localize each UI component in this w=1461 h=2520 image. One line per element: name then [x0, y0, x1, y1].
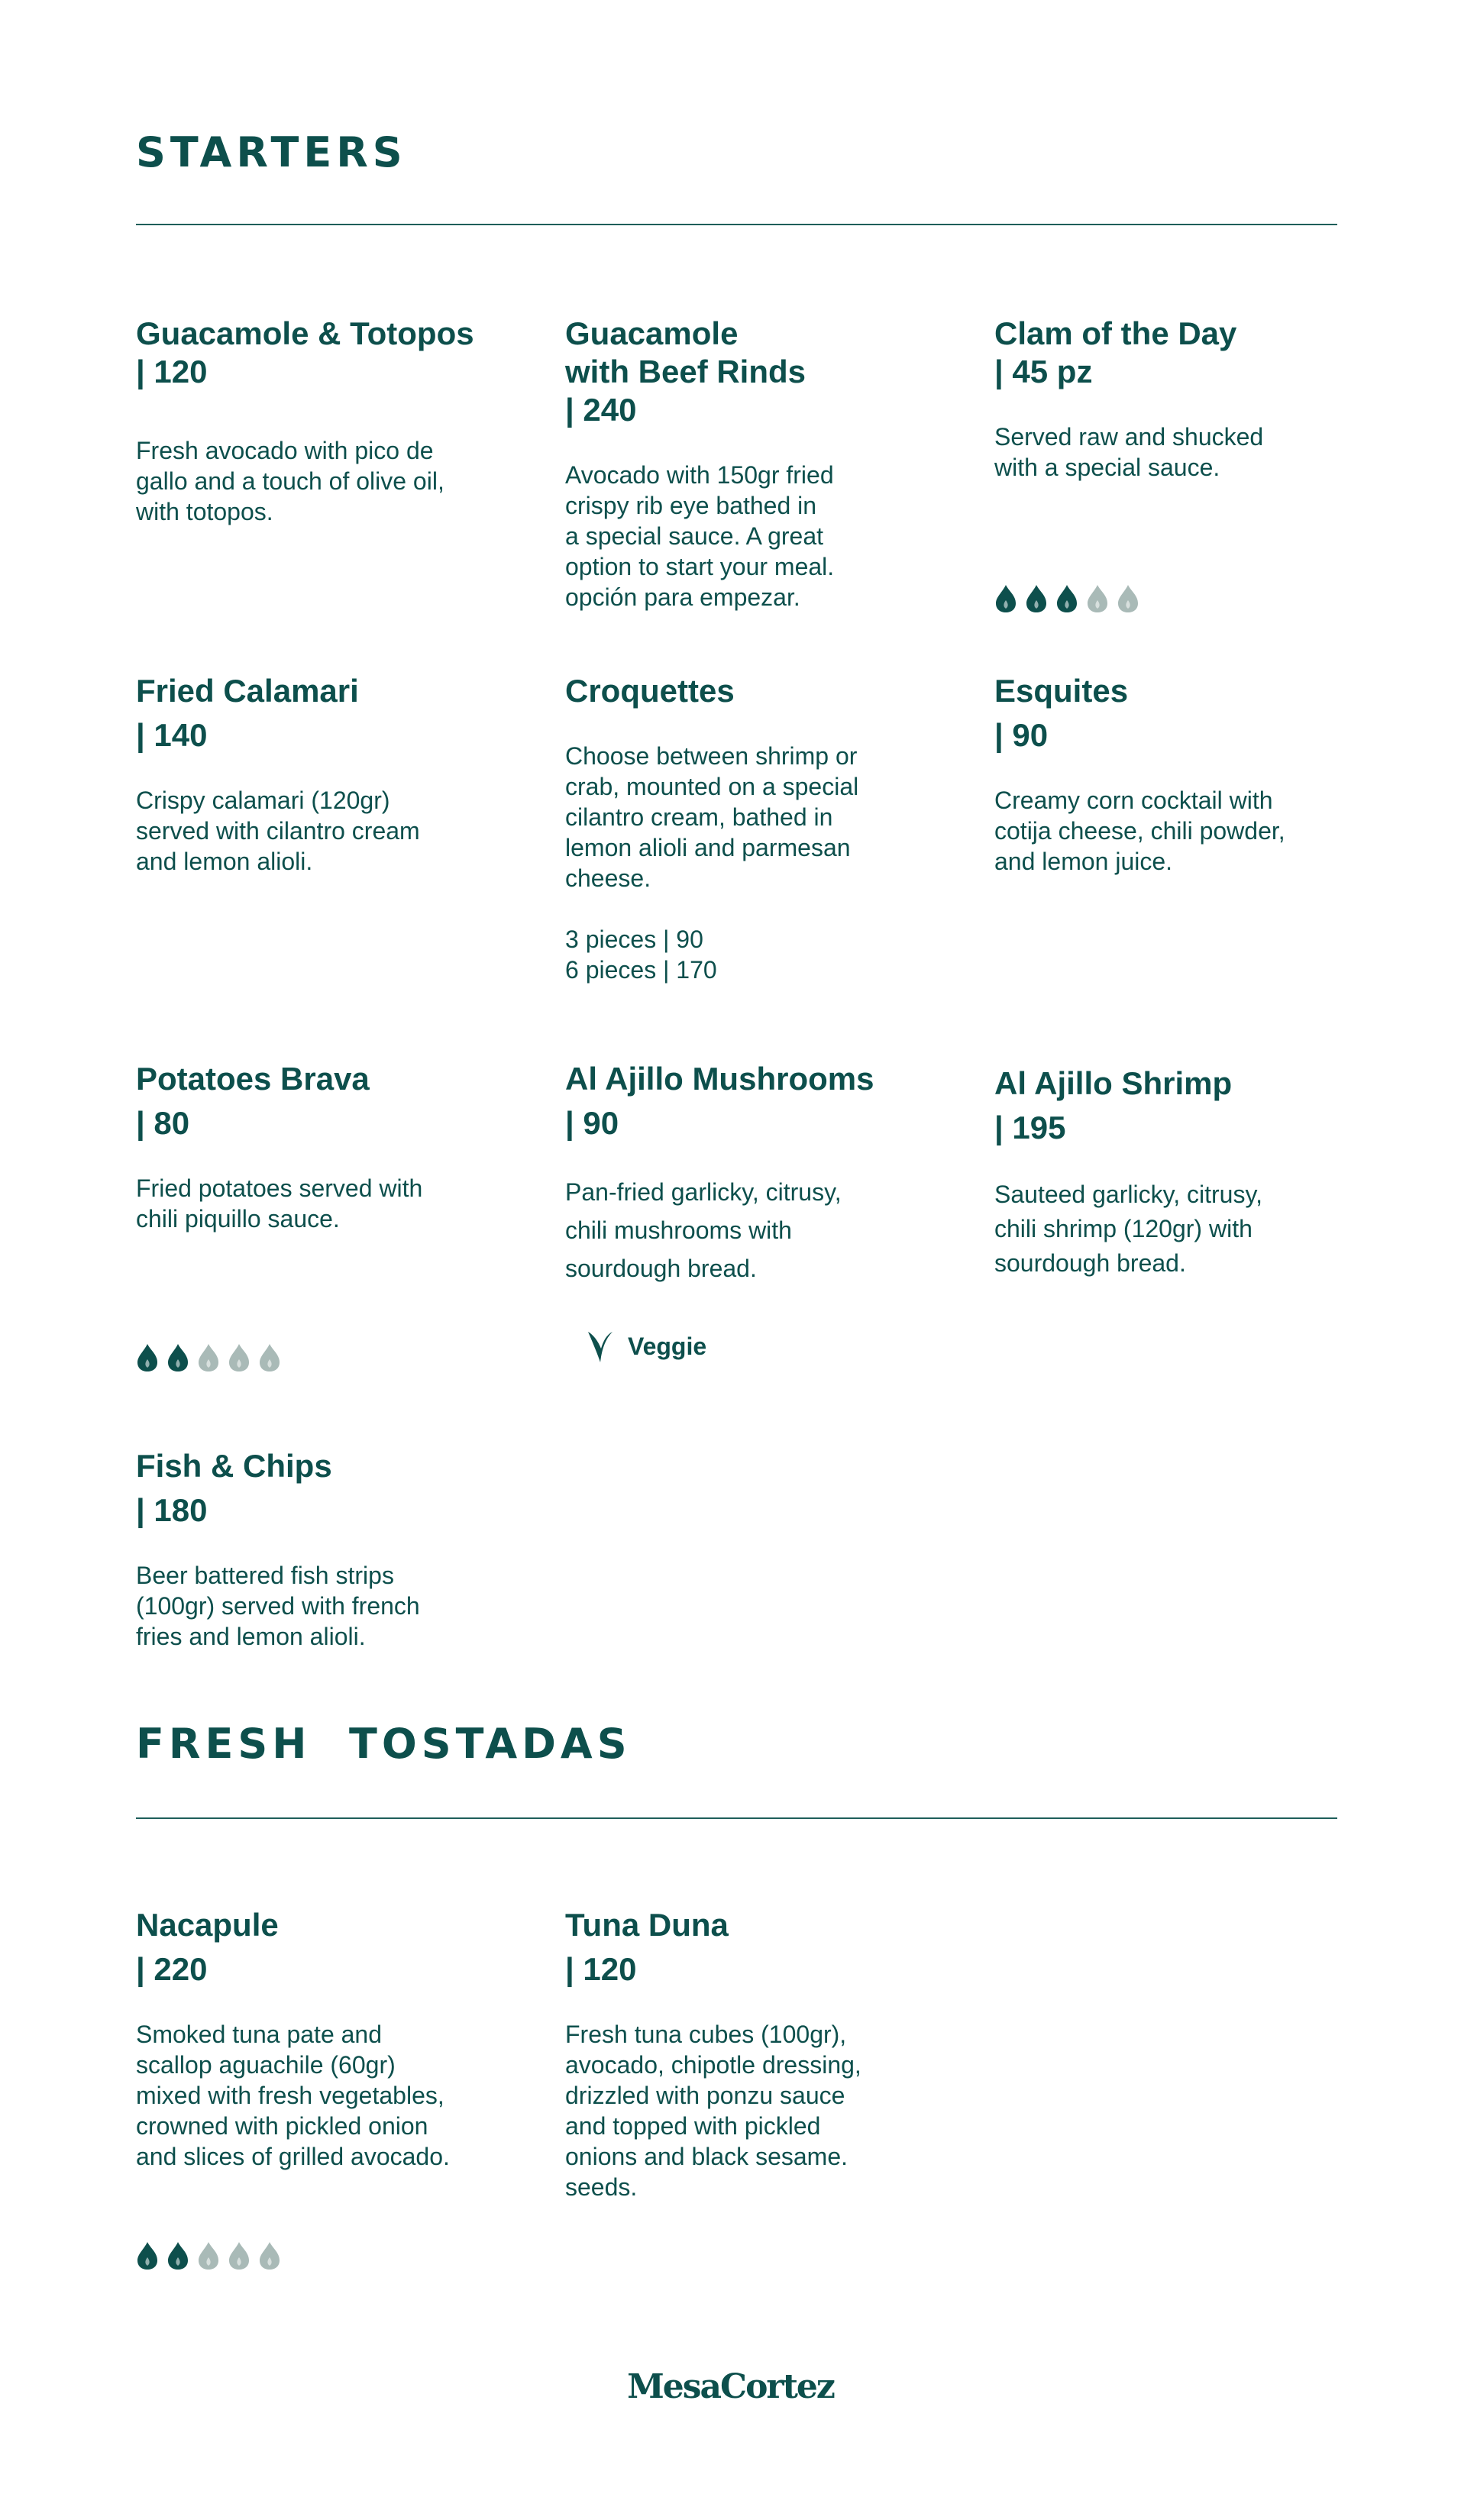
item-name: Guacamole with Beef Rinds — [565, 315, 806, 389]
section-divider — [136, 224, 1337, 225]
chili-icon — [1055, 583, 1078, 614]
veggie-badge — [583, 1327, 706, 1365]
menu-item-tuna-duna — [565, 1906, 924, 2202]
item-price: | 195 — [994, 1110, 1066, 1145]
chili-icon — [136, 2241, 159, 2271]
item-price: | 80 — [136, 1105, 190, 1141]
spice-rating — [136, 2241, 281, 2271]
item-price: | 90 — [565, 1105, 619, 1141]
item-price: | 120 — [136, 354, 208, 389]
item-description: Fried potatoes served with chili piquillo sauce. — [136, 1174, 423, 1233]
chili-icon — [197, 2241, 220, 2271]
item-name: Al Ajillo Mushrooms — [565, 1061, 874, 1097]
item-description: Crispy calamari (120gr) served with cilantro cream and lemon alioli. — [136, 787, 420, 875]
item-options — [565, 924, 924, 985]
chili-icon — [228, 2241, 251, 2271]
menu-item-al-ajillo-mushrooms — [565, 1060, 924, 1287]
menu-item-fried-calamari — [136, 672, 495, 877]
brand-logo: MesaCortez — [627, 2367, 834, 2406]
item-name: Fish & Chips — [136, 1448, 332, 1484]
veggie-label: Veggie — [628, 1332, 707, 1360]
item-description: Pan-fried garlicky, citrusy, chili mushrooms with sourdough bread. — [565, 1178, 842, 1282]
menu-item-guacamole-beef-rinds — [565, 315, 924, 612]
chili-icon — [1025, 583, 1048, 614]
chili-icon — [136, 1342, 159, 1373]
option-6-pieces: 6 pieces | 170 — [565, 956, 717, 984]
item-price: | 140 — [136, 717, 208, 753]
spice-rating — [994, 583, 1139, 614]
option-3-pieces: 3 pieces | 90 — [565, 926, 703, 953]
item-price: | 180 — [136, 1492, 208, 1528]
item-name: Croquettes — [565, 673, 735, 709]
item-description: Served raw and shucked with a special sauce. — [994, 423, 1264, 481]
item-description: Smoked tuna pate and scallop aguachile (60gr) mixed with fresh vegetables, crowned with pickled onion and slices of grilled avocado. — [136, 2021, 450, 2170]
menu-item-al-ajillo-shrimp — [994, 1065, 1353, 1281]
menu-item-guacamole-totopos — [136, 315, 495, 527]
menu-item-nacapule — [136, 1906, 495, 2172]
item-name: Fried Calamari — [136, 673, 359, 709]
item-description: Choose between shrimp or crab, mounted on a special cilantro cream, bathed in lemon alioli and parmesan cheese. — [565, 742, 859, 892]
item-description: Creamy corn cocktail with cotija cheese, chili powder, and lemon juice. — [994, 787, 1285, 875]
chili-icon — [228, 1342, 251, 1373]
item-description: Sauteed garlicky, citrusy, chili shrimp (120gr) with sourdough bread. — [994, 1181, 1262, 1277]
item-description: Beer battered fish strips (100gr) served with french fries and lemon alioli. — [136, 1562, 420, 1650]
section-divider — [136, 1817, 1337, 1819]
chili-icon — [1117, 583, 1139, 614]
menu-item-croquettes — [565, 672, 924, 985]
item-name: Nacapule — [136, 1907, 279, 1943]
item-price: | 120 — [565, 1951, 637, 1987]
leaf-icon — [583, 1327, 617, 1365]
chili-icon — [258, 2241, 281, 2271]
chili-icon — [166, 2241, 189, 2271]
item-name: Al Ajillo Shrimp — [994, 1065, 1233, 1101]
item-price: | 90 — [994, 717, 1049, 753]
item-description: Fresh avocado with pico de gallo and a touch of olive oil, with totopos. — [136, 437, 444, 525]
item-description: Avocado with 150gr fried crispy rib eye bathed in a special sauce. A great option to start your meal. opción para empezar. — [565, 461, 835, 611]
menu-item-esquites — [994, 672, 1353, 877]
chili-icon — [166, 1342, 189, 1373]
item-name: Guacamole & Totopos — [136, 315, 474, 351]
chili-icon — [197, 1342, 220, 1373]
item-price: | 240 — [565, 392, 637, 428]
spice-rating — [136, 1342, 281, 1373]
chili-icon — [258, 1342, 281, 1373]
chili-icon — [1086, 583, 1109, 614]
item-name: Potatoes Brava — [136, 1061, 370, 1097]
item-name: Clam of the Day — [994, 315, 1237, 351]
menu-item-fish-and-chips — [136, 1447, 495, 1652]
section-title-starters: STARTERS — [136, 128, 407, 176]
item-name: Tuna Duna — [565, 1907, 729, 1943]
menu-item-potatoes-brava — [136, 1060, 495, 1234]
item-price: | 45 pz — [994, 354, 1093, 389]
item-description: Fresh tuna cubes (100gr), avocado, chipotle dressing, drizzled with ponzu sauce and topped with pickled onions and black sesame. seeds. — [565, 2021, 861, 2201]
chili-icon — [994, 583, 1017, 614]
item-price: | 220 — [136, 1951, 208, 1987]
section-title-fresh-tostadas: FRESH TOSTADAS — [136, 1720, 632, 1768]
item-name: Esquites — [994, 673, 1129, 709]
menu-item-clam-of-the-day — [994, 315, 1353, 483]
